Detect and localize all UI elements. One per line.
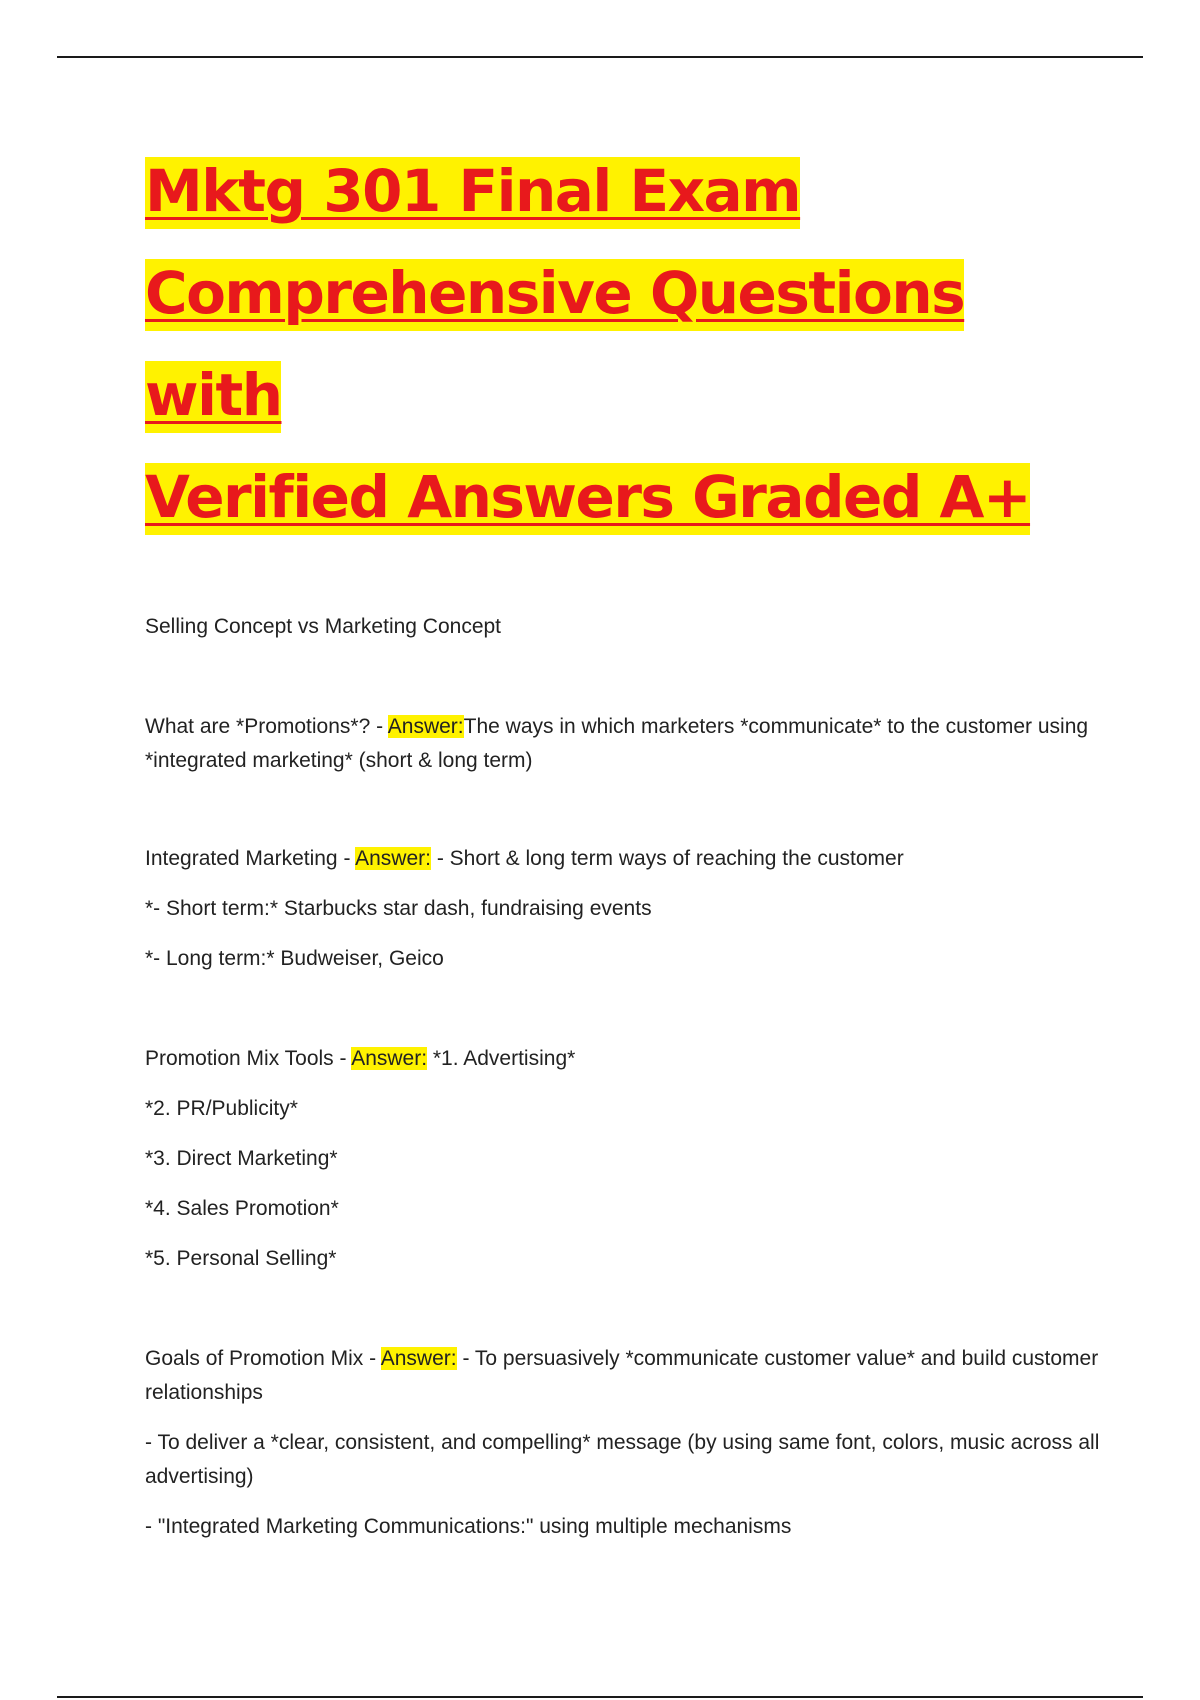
question-text: What are *Promotions*? - — [145, 715, 388, 738]
question-text: Integrated Marketing - — [145, 847, 356, 870]
qa-item-promotions — [145, 710, 1105, 778]
list-item: *5. Personal Selling* — [145, 1247, 337, 1270]
title-line-2: Comprehensive Questions with — [145, 259, 964, 433]
answer-text: The ways in which marketers *communicate* to the customer using *integrated marketing* (short & long term) — [145, 715, 1089, 772]
qa-item-integrated-marketing — [145, 842, 1105, 876]
answer-label: Answer: — [355, 847, 431, 870]
title-line-3: Verified Answers Graded A+ — [145, 463, 1030, 535]
answer-text: - To persuasively *communicate customer value* and build customer relationships — [145, 1347, 1099, 1404]
title-line-1: Mktg 301 Final Exam — [145, 157, 800, 229]
list-item: *3. Direct Marketing* — [145, 1147, 338, 1170]
list-item: *- Short term:* Starbucks star dash, fundraising events — [145, 897, 652, 920]
top-rule — [57, 56, 1143, 58]
section-heading: Selling Concept vs Marketing Concept — [145, 615, 502, 638]
document-title — [145, 140, 1105, 548]
answer-text: - Short & long term ways of reaching the customer — [430, 847, 904, 870]
question-text: Promotion Mix Tools - — [145, 1047, 352, 1070]
question-text: Goals of Promotion Mix - — [145, 1347, 381, 1370]
list-item: *2. PR/Publicity* — [145, 1097, 298, 1120]
list-item: *4. Sales Promotion* — [145, 1197, 339, 1220]
answer-label: Answer: — [380, 1347, 457, 1370]
bottom-rule — [57, 1696, 1143, 1698]
list-item: - "Integrated Marketing Communications:" using multiple mechanisms — [145, 1515, 792, 1538]
list-item: *- Long term:* Budweiser, Geico — [145, 947, 444, 970]
answer-label: Answer: — [387, 715, 464, 738]
answer-text: *1. Advertising* — [427, 1047, 576, 1070]
answer-label: Answer: — [351, 1047, 428, 1070]
document-body — [145, 140, 1105, 1544]
qa-item-promotion-mix-tools — [145, 1042, 1105, 1076]
list-item: - To deliver a *clear, consistent, and compelling* message (by using same font, colors, music across all advertising) — [145, 1431, 1100, 1488]
qa-item-promotion-mix-goals — [145, 1342, 1105, 1410]
